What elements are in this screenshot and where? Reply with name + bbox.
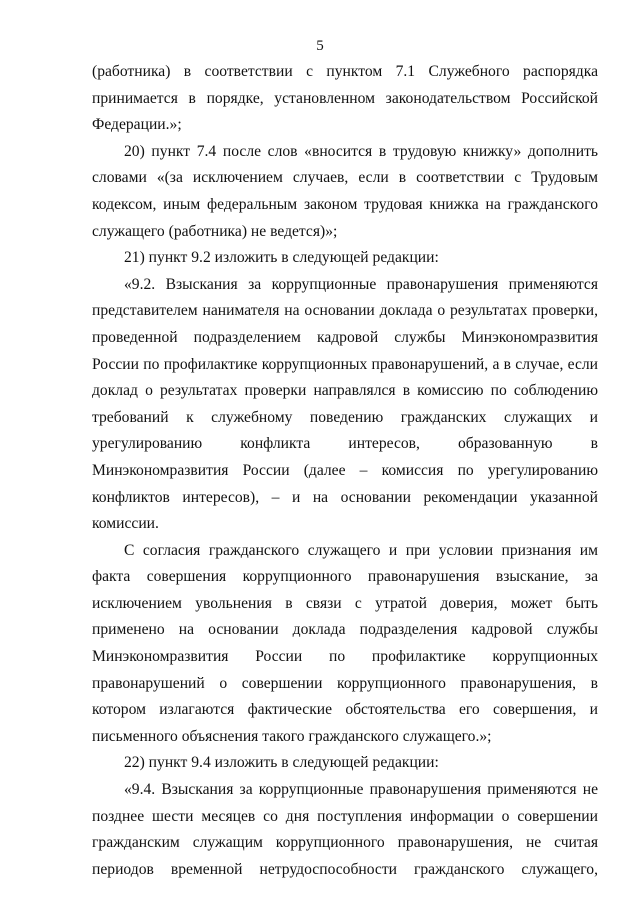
paragraph-item-22: 22) пункт 9.4 изложить в следующей редакции:	[124, 754, 439, 772]
page-number: 5	[316, 38, 324, 54]
paragraph-clause-9-2: «9.2. Взыскания за коррупционные правонарушения применяются представителем нанимателя на основании доклада о результатах проверки, проведенной подразделением кадровой службы Минэкономразвития России по профилактике коррупционных правонарушений, а в случае, если доклад о результатах проверки направлялся в комиссию по соблюдению требований к служебному поведению гражданских служащих и урегулированию конфликта интересов, образованную в Минэкономразвития России (далее – комиссия по урегулированию конфликтов интересов), – и на основании рекомендации указанной комиссии.	[92, 275, 598, 533]
paragraph-item-21: 21) пункт 9.2 изложить в следующей редакции:	[124, 249, 439, 267]
document-body	[92, 59, 598, 883]
paragraph-consent-clause: С согласия гражданского служащего и при условии признания им факта совершения коррупционного правонарушения взыскание, за исключением увольнения в связи с утратой доверия, может быть применено на основании доклада подразделения кадровой службы Минэкономразвития России по профилактике коррупционных правонарушений о совершении коррупционного правонарушения, в котором излагаются фактические обстоятельства его совершения, и письменного объяснения такого гражданского служащего.»;	[92, 541, 598, 745]
paragraph-continuation: (работника) в соответствии с пунктом 7.1 Служебного распорядка принимается в порядке, установленном законодательством Российской Федерации.»;	[92, 63, 598, 134]
paragraph-clause-9-4: «9.4. Взыскания за коррупционные правонарушения применяются не позднее шести месяцев со дня поступления информации о совершении гражданским служащим коррупционного правонарушения, не считая периодов временной нетрудоспособности гражданского служащего,	[92, 781, 598, 878]
paragraph-item-20: 20) пункт 7.4 после слов «вносится в трудовую книжку» дополнить словами «(за исключением случаев, если в соответствии с Трудовым кодексом, иным федеральным законом трудовая книжка на гражданского служащего (работника) не ведется)»;	[92, 142, 598, 240]
